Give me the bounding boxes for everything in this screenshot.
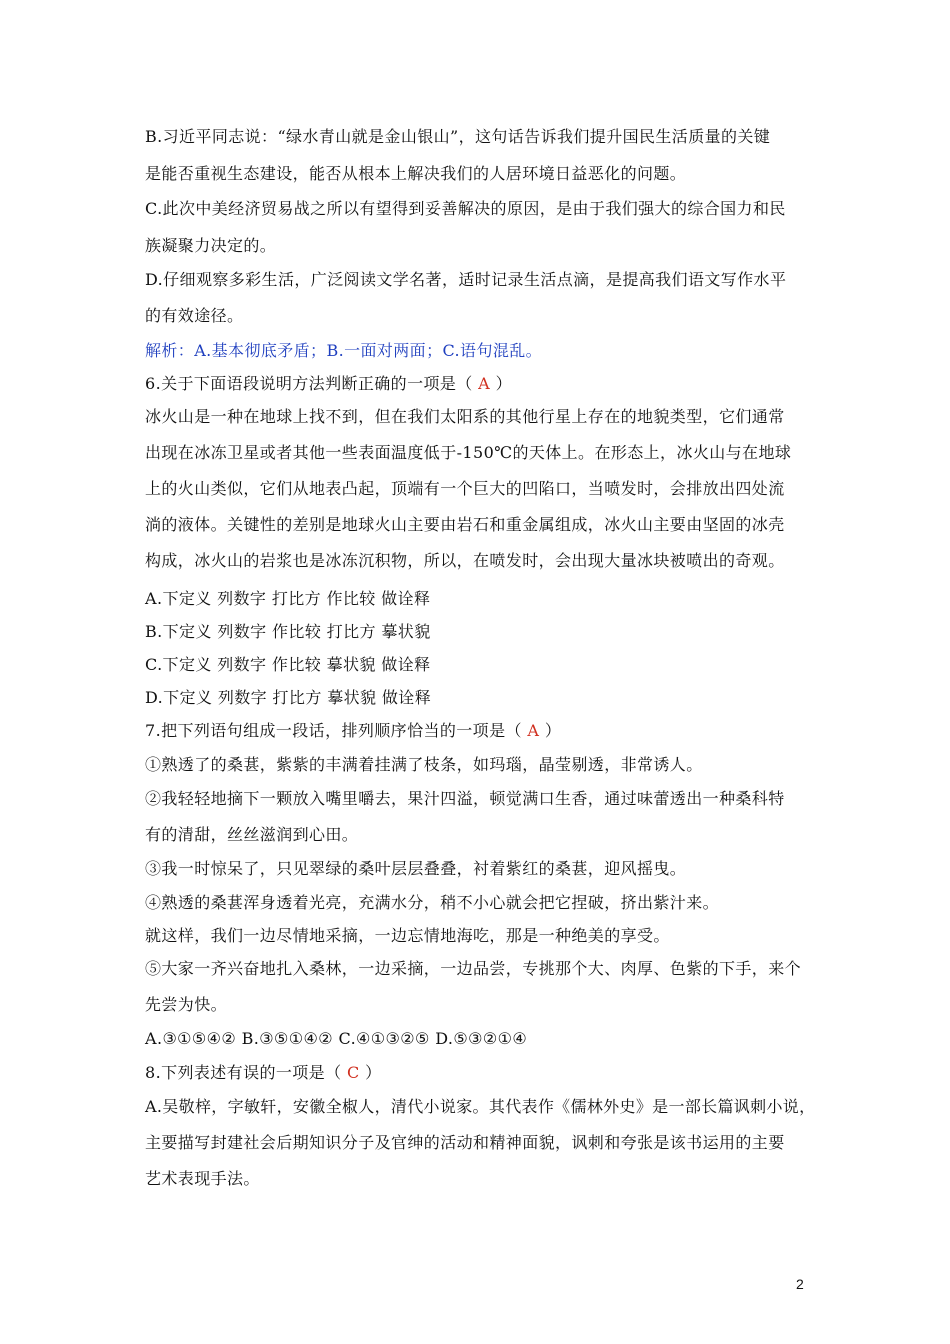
- sentence-1: ①熟透了的桑葚，紫紫的丰满着挂满了枝条，如玛瑙，晶莹剔透，非常诱人。: [145, 755, 703, 774]
- option-b-line-1: B.习近平同志说：“绿水青山就是金山银山”，这句话告诉我们提升国民生活质量的关键: [145, 127, 771, 146]
- sentence-2-line-1: ②我轻轻地摘下一颗放入嘴里嚼去，果汁四溢，顿觉满口生香，通过味蕾透出一种桑科特: [145, 789, 785, 808]
- option-d-line-1: D.仔细观察多彩生活，广泛阅读文学名著，适时记录生活点滴，是提高我们语文写作水平: [145, 270, 787, 289]
- sentence-plain: 就这样，我们一边尽情地采摘，一边忘情地海吃，那是一种绝美的享受。: [145, 926, 670, 945]
- sentence-5-line-2: 先尝为快。: [145, 995, 228, 1014]
- question-6: 6.关于下面语段说明方法判断正确的一项是（ A ）: [145, 374, 513, 393]
- passage-line-1: 冰火山是一种在地球上找不到，但在我们太阳系的其他行星上存在的地貌类型，它们通常: [145, 407, 785, 426]
- question-8: 8.下列表述有误的一项是（ C ）: [145, 1063, 382, 1082]
- page-number: 2: [796, 1276, 804, 1292]
- q6-option-a: A.下定义 列数字 打比方 作比较 做诠释: [145, 589, 431, 608]
- answer-q7: A: [527, 721, 540, 740]
- option-d-line-2: 的有效途径。: [145, 306, 244, 325]
- sentence-5-line-1: ⑤大家一齐兴奋地扎入桑林，一边采摘，一边品尝，专挑那个大、肉厚、色紫的下手，来个: [145, 959, 802, 978]
- question-7: 7.把下列语句组成一段话，排列顺序恰当的一项是（ A ）: [145, 721, 562, 740]
- q8-option-a-line-3: 艺术表现手法。: [145, 1169, 260, 1188]
- q7-options: A.③①⑤④② B.③⑤①④② C.④①③②⑤ D.⑤③②①④: [145, 1029, 528, 1048]
- answer-q6: A: [478, 374, 491, 393]
- q8-option-a-line-1: A.吴敬梓，字敏轩，安徽全椒人，清代小说家。其代表作《儒林外史》是一部长篇讽刺小说，: [145, 1097, 816, 1116]
- analysis-text: 解析：A.基本彻底矛盾；B.一面对两面；C.语句混乱。: [145, 341, 543, 360]
- passage-line-3: 上的火山类似，它们从地表凸起，顶端有一个巨大的凹陷口，当喷发时，会排放出四处流: [145, 479, 785, 498]
- sentence-3: ③我一时惊呆了，只见翠绿的桑叶层层叠叠，衬着紫红的桑葚，迎风摇曳。: [145, 859, 687, 878]
- sentence-4: ④熟透的桑葚浑身透着光亮，充满水分，稍不小心就会把它捏破，挤出紫汁来。: [145, 893, 720, 912]
- option-c-line-1: C.此次中美经济贸易战之所以有望得到妥善解决的原因，是由于我们强大的综合国力和民: [145, 199, 786, 218]
- passage-line-2: 出现在冰冻卫星或者其他一些表面温度低于-150℃的天体上。在形态上，冰火山与在地球: [145, 443, 792, 462]
- q6-option-d: D.下定义 列数字 打比方 摹状貌 做诠释: [145, 688, 432, 707]
- passage-line-4: 淌的液体。关键性的差别是地球火山主要由岩石和重金属组成，冰火山主要由坚固的冰壳: [145, 515, 785, 534]
- q6-option-c: C.下定义 列数字 作比较 摹状貌 做诠释: [145, 655, 431, 674]
- sentence-2-line-2: 有的清甜，丝丝滋润到心田。: [145, 825, 359, 844]
- passage-line-5: 构成，冰火山的岩浆也是冰冻沉积物，所以，在喷发时，会出现大量冰块被喷出的奇观。: [145, 551, 785, 570]
- q8-option-a-line-2: 主要描写封建社会后期知识分子及官绅的活动和精神面貌，讽刺和夸张是该书运用的主要: [145, 1133, 785, 1152]
- option-c-line-2: 族凝聚力决定的。: [145, 236, 277, 255]
- q6-option-b: B.下定义 列数字 作比较 打比方 摹状貌: [145, 622, 431, 641]
- answer-q8: C: [346, 1063, 360, 1082]
- option-b-line-2: 是能否重视生态建设，能否从根本上解决我们的人居环境日益恶化的问题。: [145, 164, 687, 183]
